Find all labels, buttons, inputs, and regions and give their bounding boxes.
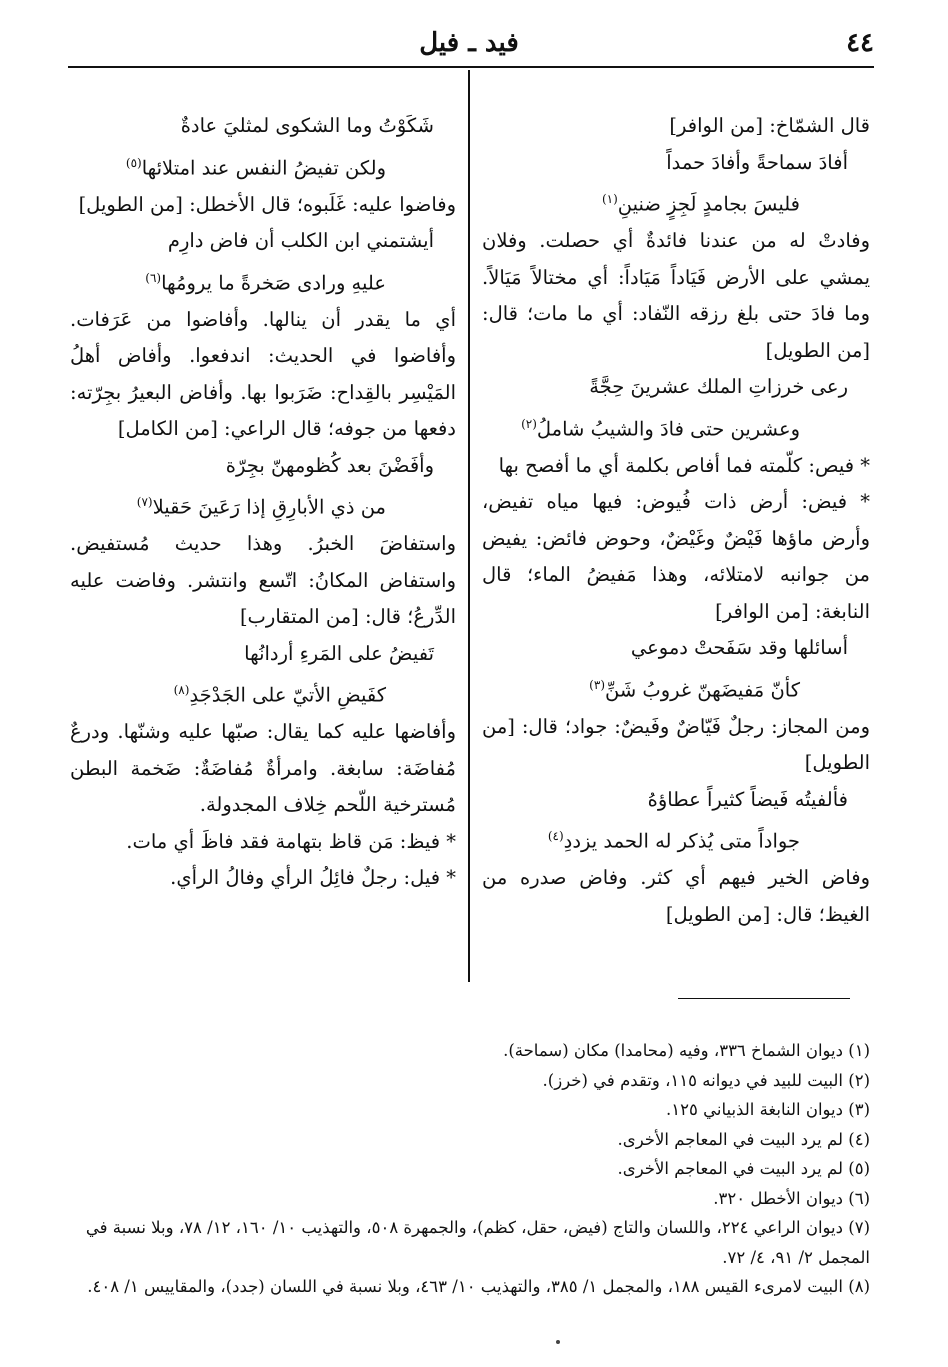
entry-paragraph: * فيض: أرض ذات فُيوض: فيها مياه تفيض، وأرض ماؤها فَيْضٌ وغَيْضٌ، وحوض فائض: يفيض من جوانبه لامتلائه، وهذا مَفيضُ الماء؛ قال النابغة: [من الوافر] <box>482 490 870 623</box>
verse-text: كفَيضِ الأتيّ على الجَدْجَدِ <box>189 683 386 707</box>
right-column <box>482 108 870 933</box>
footnote-marker: (١) <box>601 192 618 206</box>
footnote: (٤) لم يرد البيت في المعاجم الأخرى. <box>617 1129 870 1149</box>
footnote-marker: (٢) <box>521 416 537 431</box>
footnote: (٣) ديوان النابغة الذبياني ١٢٥. <box>666 1100 870 1119</box>
footnote: (٦) ديوان الأخطل ٣٢٠. <box>713 1188 870 1208</box>
verse-line: أيشتمني ابن الكلب أن فاض دارِم <box>167 229 434 252</box>
verse-line <box>482 406 870 448</box>
verse-line: رعى خرزاتِ الملك عشرينَ حِجَّةً <box>589 375 848 398</box>
entry-paragraph: وأفاضها عليه كما يقال: صبّها عليه وشنّها. ودرعٌ مُفاضَة: سابغة. وامرأةٌ مُفاضَةٌ: ضَخمة البطن مُسترخية اللّحم خِلاف المجدولة. <box>70 720 456 816</box>
verse-text: عليهِ ورادى صَخرةً ما يرومُها <box>161 271 386 294</box>
verse-line: أسائلها وقد سَفَحتْ دموعي <box>630 636 848 659</box>
running-title: فيد ـ فيل <box>419 28 519 58</box>
verse-line <box>482 667 870 709</box>
verse-line <box>482 181 870 223</box>
entry-paragraph: * فيص: كلّمته فما أفاص بكلمة أي ما أفصح بها <box>498 453 870 477</box>
verse-line: وأفَضْنَ بعد كُظومهنّ بجِرّة <box>225 453 434 477</box>
footnote-marker: (٧) <box>136 495 153 509</box>
verse-text: كأنّ مَفيضَهنّ غروبُ شَنِّ <box>605 678 800 701</box>
footnote-marker: (٨) <box>173 683 190 697</box>
entry-paragraph: ومن المجاز: رجلٌ فَيّاضٌ وفَيضٌ: جواد؛ قال: [من الطويل] <box>482 714 870 774</box>
footnote-marker: (٥) <box>125 155 142 170</box>
footnote-marker: (٤) <box>547 829 564 843</box>
entry-paragraph: أي ما يقدر أن ينالها. وأفاضوا من عَرَفات. وأفاضوا في الحديث: اندفعوا. وأفاض أهلُ المَيْسِر بالقِداح: ضَرَبوا بها. وأفاض البعيرُ بجِرّته: دفعها من جوفه؛ قال الراعي: [من الكامل] <box>70 307 456 440</box>
entry-paragraph: * فيظ: مَن قاظ بتهامة فقد فاظَ أي مات. <box>126 829 456 853</box>
verse <box>70 223 456 302</box>
entry-paragraph: وفادتْ له من عندنا فائدةٌ أي حصلت. وفلان يمشي على الأرض فَيَاداً مَيَاداً: أي مختالاً مَيَالاً. وما فادَ حتى بلغ رزقه النّفاد: أي ما مات؛ قال: [من الطويل] <box>482 229 870 362</box>
column-divider <box>468 70 470 982</box>
page-number: ٤٤ <box>846 28 874 58</box>
verse-text: من ذي الأبارِقِ إذا رَعَينَ حَقيلا <box>152 495 386 519</box>
footnote-marker: (٣) <box>589 677 605 692</box>
header-rule <box>68 66 874 68</box>
verse-line: تَفيضُ على المَرءِ أردانُها <box>244 641 434 665</box>
verse <box>70 108 456 187</box>
verse-line <box>70 260 456 302</box>
verse <box>70 448 456 527</box>
verse-line: شَكَوْتُ وما الشكوى لمثليَ عادةٌ <box>180 114 434 137</box>
verse <box>482 145 870 224</box>
verse-text: ولكن تفيضُ النفس عند امتلائها <box>141 156 386 179</box>
footnote-rule <box>678 998 850 999</box>
footnotes <box>60 1036 870 1302</box>
entry-paragraph: وفاضوا عليه: غَلَبوه؛ قال الأخطل: [من الطويل] <box>78 192 456 216</box>
footnote: (٢) البيت للبيد في ديوانه ١١٥، وتقدم في (خرز). <box>542 1070 870 1090</box>
verse <box>482 369 870 448</box>
verse-line: أفادَ سماحةً وأفادَ حمداً <box>666 150 848 174</box>
entry-paragraph: وفاض الخير فيهم أي كثر. وفاض صدره من الغيظ؛ قال: [من الطويل] <box>482 866 870 926</box>
entry-paragraph: واستفاضَ الخبرُ. وهذا حديث مُستفيض. واستفاض المكانُ: اتّسع وانتشر. وفاضت عليه الدِّرعُ؛ قال: [من المتقارب] <box>70 532 456 628</box>
verse <box>482 782 870 861</box>
verse-line <box>70 672 456 714</box>
footnote: (١) ديوان الشماخ ٣٣٦، وفيه (محامدا) مكان (سماحة). <box>503 1041 870 1060</box>
verse-text: فليسَ بجامدٍ لَجِزٍ ضنينِ <box>617 192 800 216</box>
verse <box>482 630 870 709</box>
entry-paragraph: * فيل: رجلٌ فائِلُ الرأي وفالُ الرأي. <box>170 866 456 889</box>
footnote-marker: (٦) <box>145 270 162 285</box>
verse-line <box>482 818 870 860</box>
verse-line: فألفيتُه فَيضاً كثيراً عطاؤهُ <box>647 787 848 811</box>
left-column <box>70 108 456 897</box>
entry-paragraph: قال الشمّاخ: [من الوافر] <box>669 114 870 137</box>
verse-text: جواداً متى يُذكر له الحمد يزددِ <box>563 829 800 853</box>
verse <box>70 636 456 715</box>
footnote: (٥) لم يرد البيت في المعاجم الأخرى. <box>617 1159 870 1178</box>
footnote: (٨) البيت لامرىء القيس ١٨٨، والمجمل ١/ ٣٨٥، والتهذيب ١٠/ ٤٦٣، وبلا نسبة في اللسان (جدد)، والمقاييس ١/ ٤٠٨. <box>87 1277 870 1296</box>
page-header <box>64 28 874 64</box>
verse-text: وعشرين حتى فادَ والشيبُ شاملُ <box>536 417 800 440</box>
verse-line <box>70 484 456 526</box>
page-mark <box>556 1340 560 1344</box>
footnote: (٧) ديوان الراعي ٢٢٤، واللسان والتاج (فيض، حقل، كظم)، والجمهرة ٥٠٨، والتهذيب ١٠/ ١٦٠، ١٢/ ٧٨، وبلا نسبة في المجمل ٢/ ٩١، ٤/ ٧٢. <box>85 1218 870 1267</box>
verse-line <box>70 145 456 187</box>
